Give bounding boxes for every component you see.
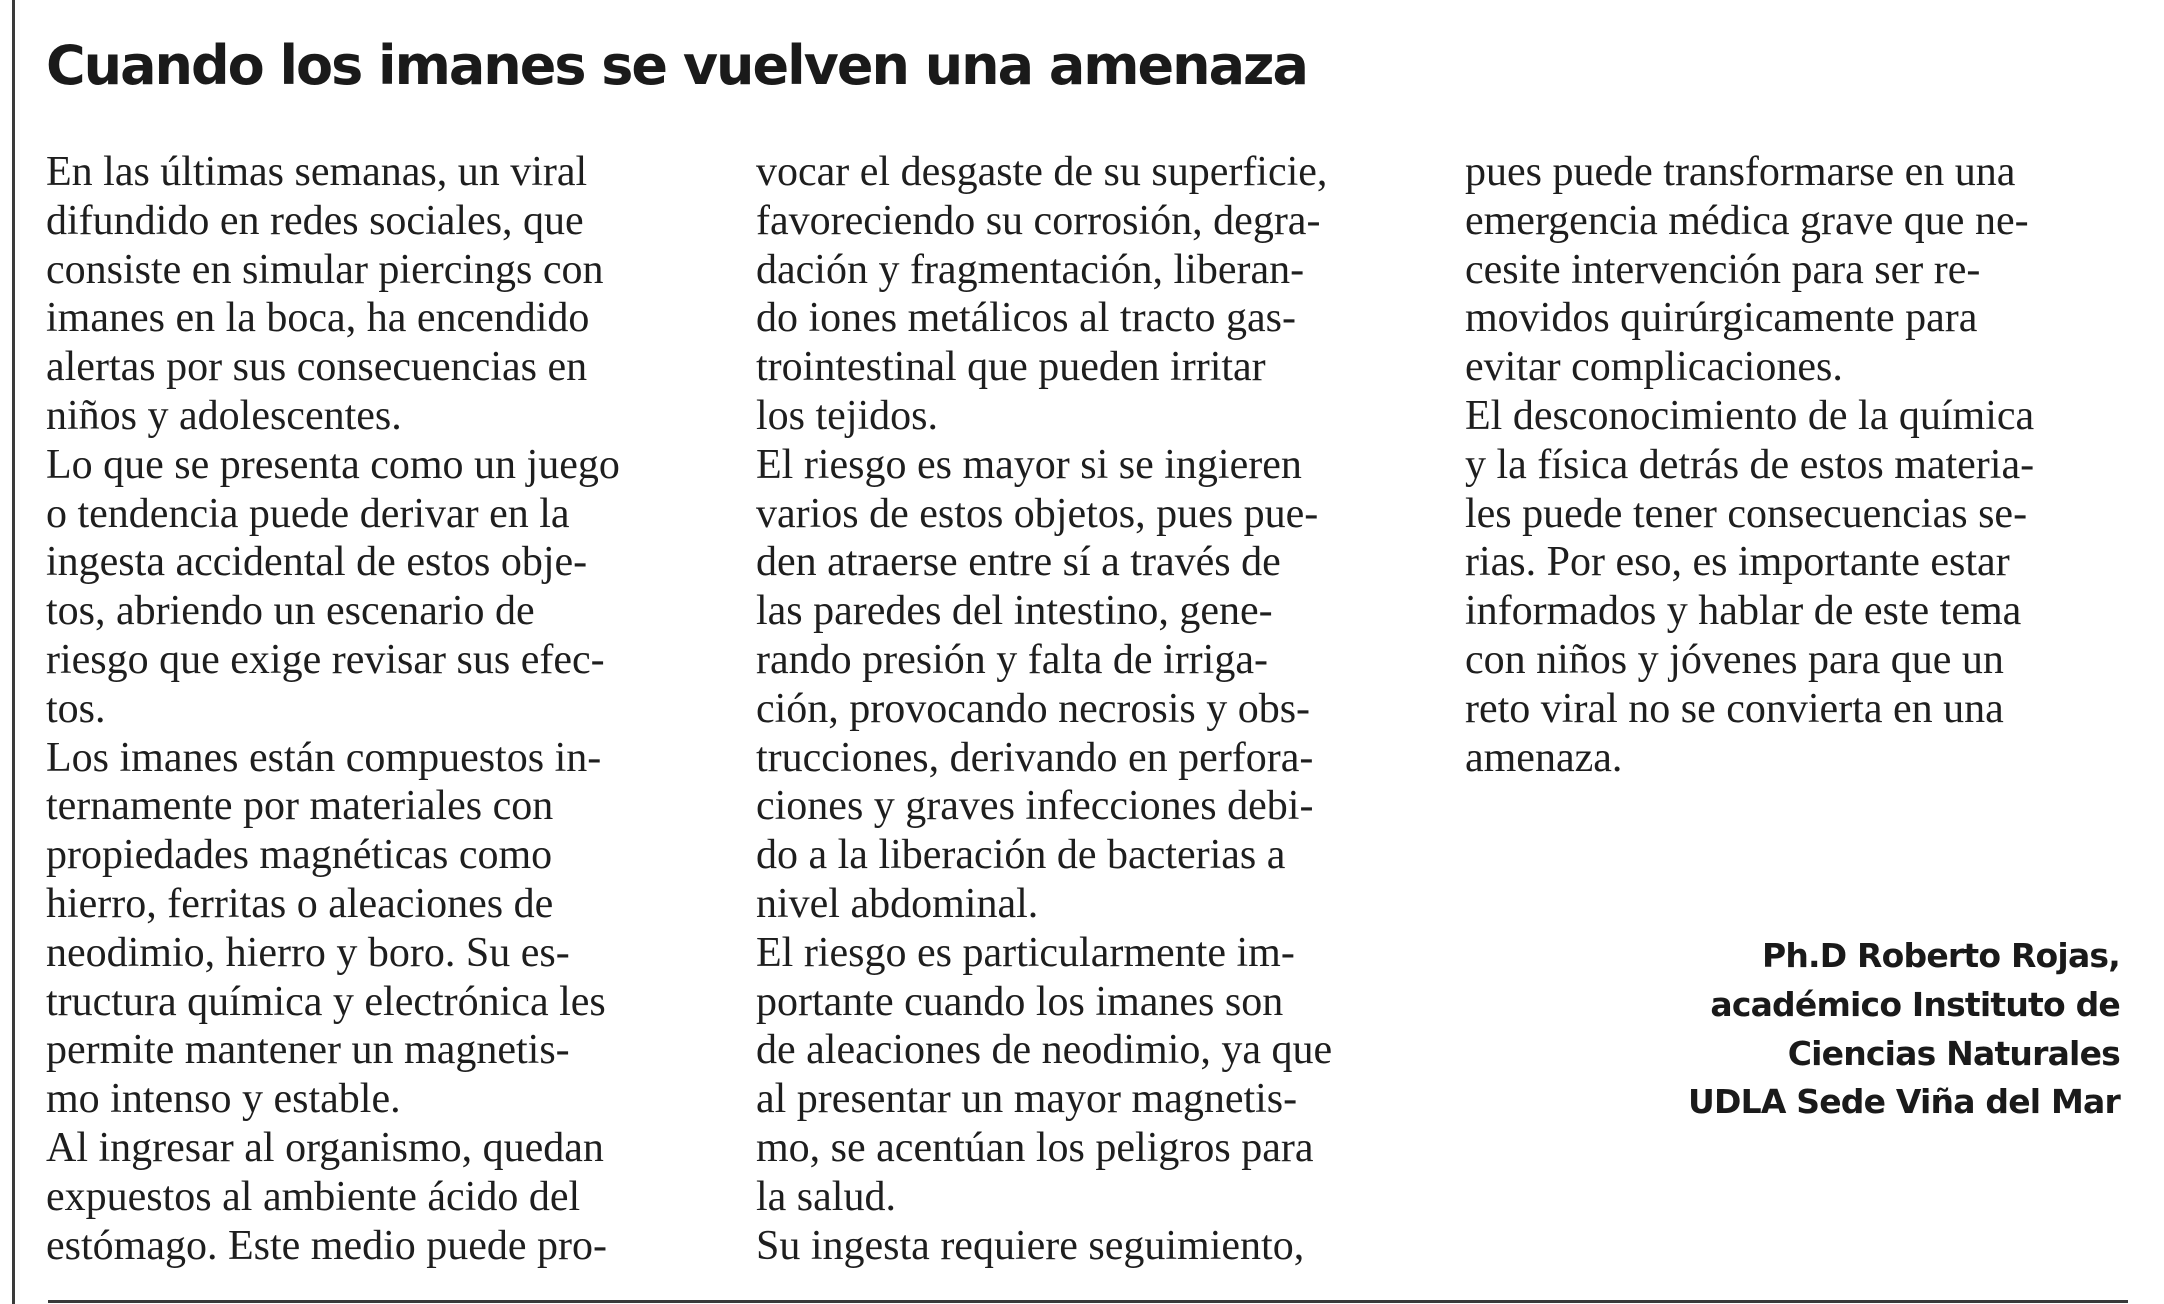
- byline-line: Ph.D Roberto Rojas,: [1761, 936, 2120, 975]
- author-byline: [1688, 932, 2120, 1127]
- text-line: ternamente por materiales con: [46, 783, 554, 830]
- article-column-2: [756, 148, 1436, 1270]
- text-line: dación y fragmentación, liberan-: [756, 246, 1305, 293]
- text-line: o tendencia puede derivar en la: [46, 490, 570, 537]
- text-line: den atraerse entre sí a través de: [756, 539, 1281, 586]
- text-line: movidos quirúrgicamente para: [1465, 295, 1978, 342]
- byline-line: académico Instituto de: [1710, 984, 2120, 1024]
- byline-line: UDLA Sede Viña del Mar: [1688, 1082, 2120, 1122]
- text-line: rando presión y falta de irriga-: [756, 636, 1268, 683]
- text-line: riesgo que exige revisar sus efec-: [46, 636, 605, 683]
- text-line: El desconocimiento de la química: [1465, 392, 2035, 439]
- text-line: ciones y graves infecciones debi-: [756, 783, 1314, 830]
- text-line: Lo que se presenta como un juego: [46, 441, 620, 488]
- text-line: alertas por sus consecuencias en: [46, 344, 588, 391]
- text-line: informados y hablar de este tema: [1465, 588, 2022, 635]
- text-line: imanes en la boca, ha encendido: [46, 295, 590, 342]
- byline-line: Ciencias Naturales: [1787, 1033, 2120, 1073]
- text-line: mo, se acentúan los peligros para: [756, 1124, 1314, 1171]
- text-line: ción, provocando necrosis y obs-: [756, 685, 1311, 732]
- text-line: las paredes del intestino, gene-: [756, 588, 1273, 635]
- text-line: trointestinal que pueden irritar: [756, 344, 1266, 391]
- text-line: varios de estos objetos, pues pue-: [756, 490, 1319, 537]
- text-line: do a la liberación de bacterias a: [756, 832, 1286, 879]
- text-line: y la física detrás de estos materia-: [1465, 441, 2035, 488]
- text-line: evitar complicaciones.: [1465, 344, 1843, 391]
- text-line: emergencia médica grave que ne-: [1465, 197, 2029, 244]
- text-line: trucciones, derivando en perfora-: [756, 734, 1314, 781]
- text-line: tos.: [46, 685, 106, 732]
- text-line: mo intenso y estable.: [46, 1076, 401, 1123]
- left-border-rule: [12, 0, 15, 1304]
- article-headline: Cuando los imanes se vuelven una amenaza: [46, 34, 1307, 97]
- text-line: amenaza.: [1465, 734, 1623, 781]
- text-line: de aleaciones de neodimio, ya que: [756, 1027, 1333, 1074]
- text-line: favoreciendo su corrosión, degra-: [756, 197, 1321, 244]
- text-line: tructura química y electrónica les: [46, 978, 606, 1025]
- text-line: do iones metálicos al tracto gas-: [756, 295, 1296, 342]
- text-line: nivel abdominal.: [756, 880, 1039, 927]
- text-line: Al ingresar al organismo, quedan: [46, 1124, 604, 1171]
- text-line: ingesta accidental de estos obje-: [46, 539, 588, 586]
- text-line: permite mantener un magnetis-: [46, 1027, 570, 1074]
- text-line: propiedades magnéticas como: [46, 832, 553, 879]
- text-line: al presentar un mayor magnetis-: [756, 1076, 1298, 1123]
- text-line: neodimio, hierro y boro. Su es-: [46, 929, 570, 976]
- text-line: pues puede transformarse en una: [1465, 149, 2016, 195]
- text-line: hierro, ferritas o aleaciones de: [46, 880, 554, 927]
- text-line: niños y adolescentes.: [46, 392, 402, 439]
- article-column-3: [1465, 148, 2145, 782]
- text-line: reto viral no se convierta en una: [1465, 685, 2004, 732]
- text-line: El riesgo es mayor si se ingieren: [756, 441, 1302, 488]
- text-line: los tejidos.: [756, 392, 939, 439]
- text-line: expuestos al ambiente ácido del: [46, 1173, 581, 1220]
- text-line: Su ingesta requiere seguimiento,: [756, 1222, 1305, 1269]
- text-line: cesite intervención para ser re-: [1465, 246, 1981, 293]
- text-line: tos, abriendo un escenario de: [46, 588, 535, 635]
- text-line: rias. Por eso, es importante estar: [1465, 539, 2010, 586]
- article-column-1: [46, 148, 726, 1270]
- text-line: estómago. Este medio puede pro-: [46, 1222, 608, 1269]
- text-line: En las últimas semanas, un viral: [46, 149, 588, 195]
- bottom-border-rule: [48, 1300, 2128, 1303]
- text-line: difundido en redes sociales, que: [46, 197, 584, 244]
- text-line: Los imanes están compuestos in-: [46, 734, 602, 781]
- text-line: vocar el desgaste de su superficie,: [756, 149, 1328, 195]
- text-line: portante cuando los imanes son: [756, 978, 1284, 1025]
- text-line: les puede tener consecuencias se-: [1465, 490, 2028, 537]
- text-line: El riesgo es particularmente im-: [756, 929, 1295, 976]
- text-line: consiste en simular piercings con: [46, 246, 604, 293]
- text-line: la salud.: [756, 1173, 896, 1220]
- text-line: con niños y jóvenes para que un: [1465, 636, 2004, 683]
